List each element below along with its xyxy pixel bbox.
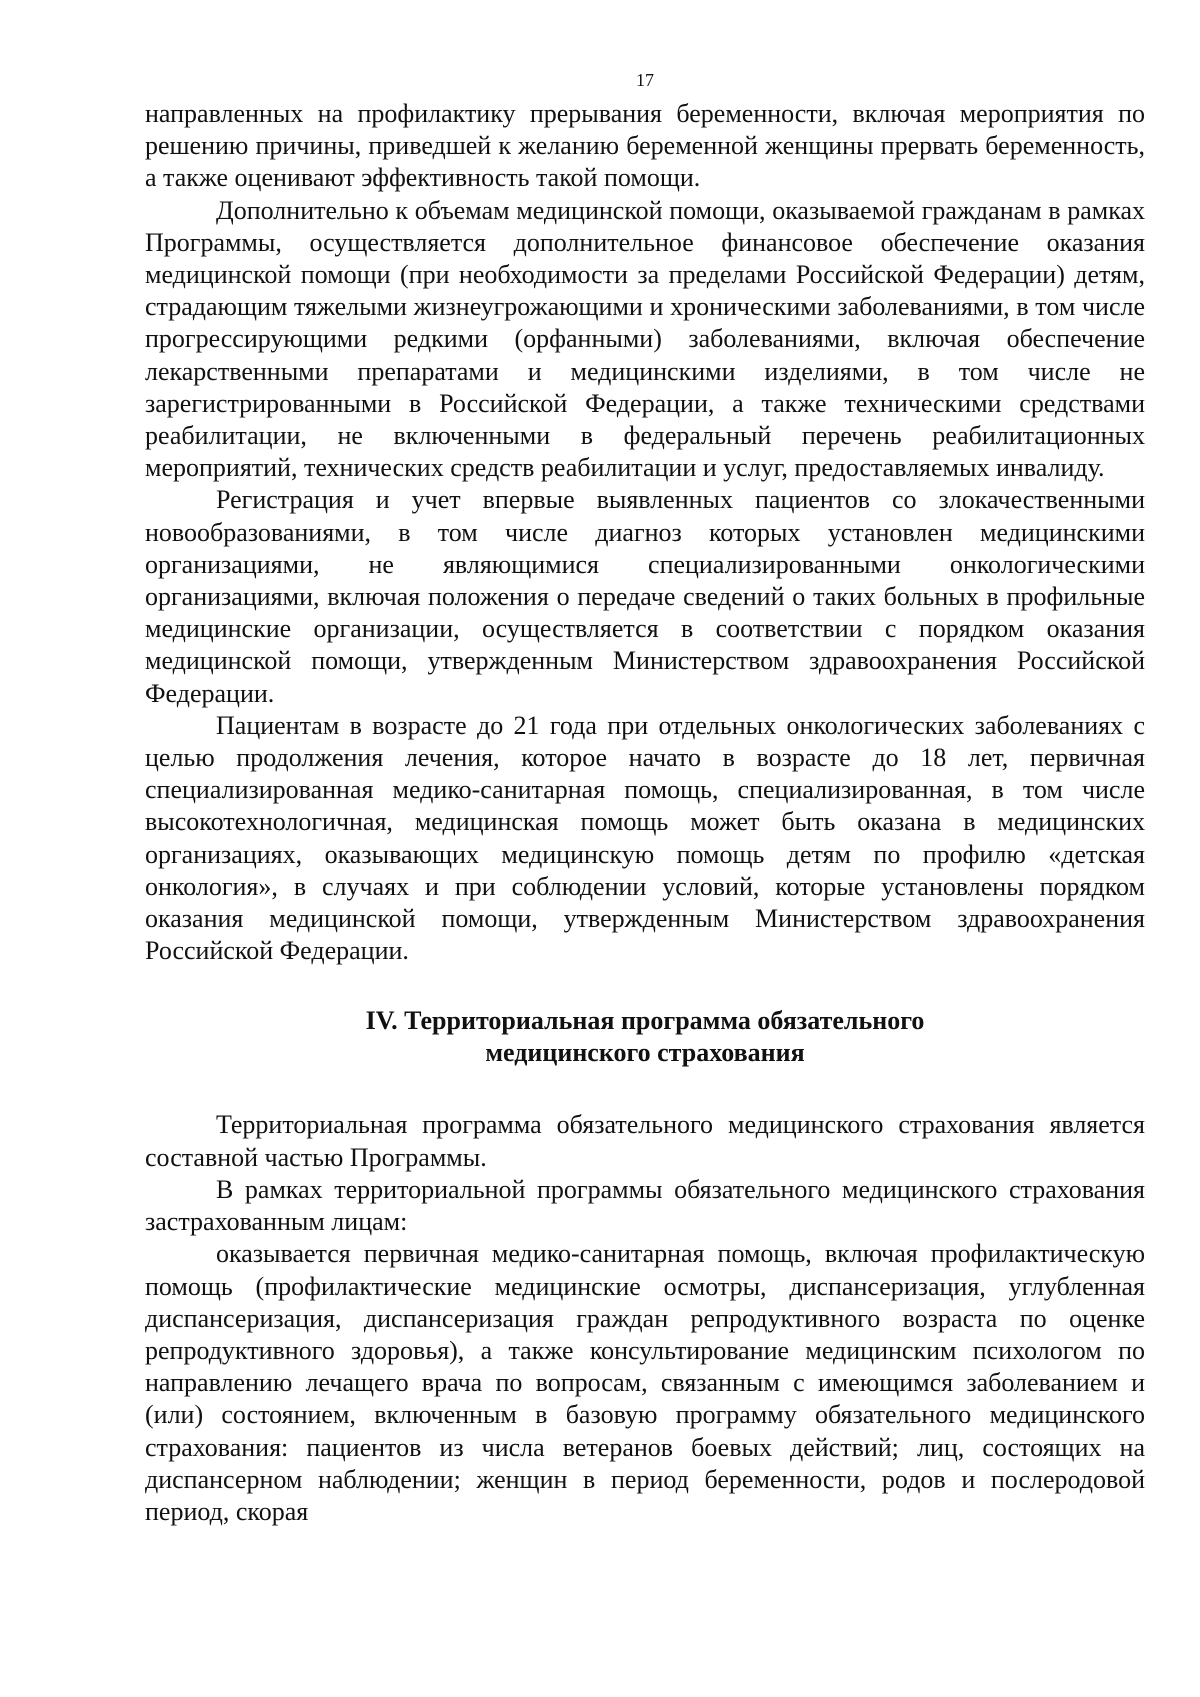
section-heading: [145, 1005, 1145, 1069]
section-heading-line-1: IV. Территориальная программа обязательного: [365, 1006, 925, 1036]
paragraph-program-part: Территориальная программа обязательного медицинского страхования является составной частью Программы.: [145, 1110, 1145, 1172]
paragraph-prevention-continuation: направленных на профилактику прерывания беременности, включая мероприятия по решению причины, приведшей к желанию беременной женщины прервать беременность, а также оценивают эффективность такой помощи.: [145, 99, 1145, 193]
paragraph-cancer-registration: Регистрация и учет впервые выявленных пациентов со злокачественными новообразованиями, в том числе диагноз которых установлен медицинскими организациями, не являющимися специализированными онкологическими организациями, включая положения о передаче сведений о таких больных в профильные медицинские организации, осуществляется в соответствии с порядком оказания медицинской помощи, утвержденным Министерством здравоохранения Российской Федерации.: [145, 485, 1145, 708]
page-number: 17: [636, 70, 654, 90]
paragraph-additional-funding: Дополнительно к объемам медицинской помощи, оказываемой гражданам в рамках Программы, осуществляется дополнительное финансовое обеспечение оказания медицинской помощи (при необходимости за пределами Российской Федерации) детям, страдающим тяжелыми жизнеугрожающими и хроническими заболеваниями, в том числе прогрессирующими редкими (орфанными) заболеваниями, включая обеспечение лекарственными препаратами и медицинскими изделиями, в том числе не зарегистрированными в Российской Федерации, а также техническими средствами реабилитации, не включенными в федеральный перечень реабилитационных мероприятий, технических средств реабилитации и услуг, предоставляемых инвалиду.: [145, 195, 1145, 483]
paragraph-insured-persons: В рамках территориальной программы обязательного медицинского страхования застрахованным лицам:: [145, 1174, 1145, 1237]
paragraph-pediatric-oncology: Пациентам в возрасте до 21 года при отдельных онкологических заболеваниях с целью продолжения лечения, которое начато в возрасте до 18 лет, первичная специализированная медико-санитарная помощь, специализированная, в том числе высокотехнологичная, медицинская помощь может быть оказана в медицинских организациях, оказывающих медицинскую помощь детям по профилю «детская онкология», в случаях и при соблюдении условий, которые установлены порядком оказания медицинской помощи, утвержденным Министерством здравоохранения Российской Федерации.: [145, 710, 1145, 966]
section-heading-line-2: медицинского страхования: [485, 1038, 805, 1068]
document-page: [145, 68, 1145, 1528]
paragraph-primary-care: оказывается первичная медико-санитарная помощь, включая профилактическую помощь (профилактические медицинские осмотры, диспансеризация, углубленная диспансеризация, диспансеризация граждан репродуктивного возраста по оценке репродуктивного здоровья), а также консультирование медицинским психологом по направлению лечащего врача по вопросам, связанным с имеющимся заболеванием и (или) состоянием, включенным в базовую программу обязательного медицинского страхования: пациентов из числа ветеранов боевых действий; лиц, состоящих на диспансерном наблюдении; женщин в период беременности, родов и послеродовой период, скорая: [145, 1239, 1145, 1526]
